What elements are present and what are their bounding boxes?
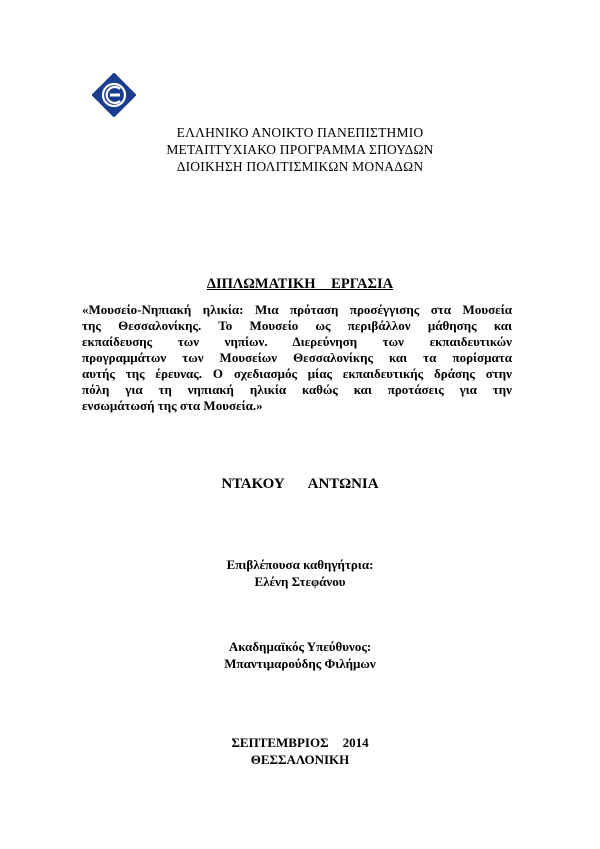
supervisor-block <box>0 556 600 590</box>
title-line: της Θεσσαλονίκης. Το Μουσείο ως περιβάλλον μάθησης και <box>82 318 512 333</box>
academic-responsible-label: Ακαδημαϊκός Υπεύθυνος: <box>228 639 372 654</box>
supervisor-label: Επιβλέπουσα καθηγήτρια: <box>226 557 374 572</box>
title-line: προγραμμάτων των Μουσείων Θεσσαλονίκης και τα πορίσματα <box>82 350 512 365</box>
academic-responsible-name: Μπαντιμαρούδης Φιλήμων <box>224 656 376 671</box>
city-name: ΘΕΣΣΑΛΟΝΙΚΗ <box>250 752 350 767</box>
submission-year: 2014 <box>342 735 369 750</box>
supervisor-name: Ελένη Στεφάνου <box>254 574 346 589</box>
title-line: «Μουσείο-Νηπιακή ηλικία: Μια πρόταση προσέγγισης στα Μουσεία <box>82 302 512 317</box>
department-name: ΔΙΟΙΚΗΣΗ ΠΟΛΙΤΙΣΜΙΚΩΝ ΜΟΝΑΔΩΝ <box>176 159 424 174</box>
title-line: ενσωμάτωσή της στα Μουσεία.» <box>82 398 263 413</box>
institution-header <box>0 124 600 175</box>
submission-month: ΣΕΠΤΕΜΒΡΙΟΣ <box>231 735 329 750</box>
university-logo-icon <box>92 73 136 117</box>
document-type-heading <box>0 276 600 293</box>
title-line: εκπαίδευσης των νηπίων. Διερεύνηση των εκπαιδευτικών <box>82 334 512 349</box>
academic-responsible-block <box>0 638 600 672</box>
submission-date <box>0 734 600 751</box>
footer <box>0 734 600 768</box>
document-type-label: ΔΙΠΛΩΜΑΤΙΚΗ ΕΡΓΑΣΙΑ <box>206 276 394 292</box>
university-name: ΕΛΛΗΝΙΚΟ ΑΝΟΙΚΤΟ ΠΑΝΕΠΙΣΤΗΜΙΟ <box>176 125 424 140</box>
title-line: πόλη για τη νηπιακή ηλικία καθώς και προτάσεις για την <box>82 382 512 397</box>
thesis-title <box>82 302 512 414</box>
program-name: ΜΕΤΑΠΤΥΧΙΑΚΟ ΠΡΟΓΡΑΜΜΑ ΣΠΟΥΔΩΝ <box>166 142 434 157</box>
author-name: ΝΤΑΚΟΥ ΑΝΤΩΝΙΑ <box>221 476 379 492</box>
title-line: αυτής της έρευνας. Ο σχεδιασμός μίας εκπαιδευτικής δράσης στην <box>82 366 512 381</box>
